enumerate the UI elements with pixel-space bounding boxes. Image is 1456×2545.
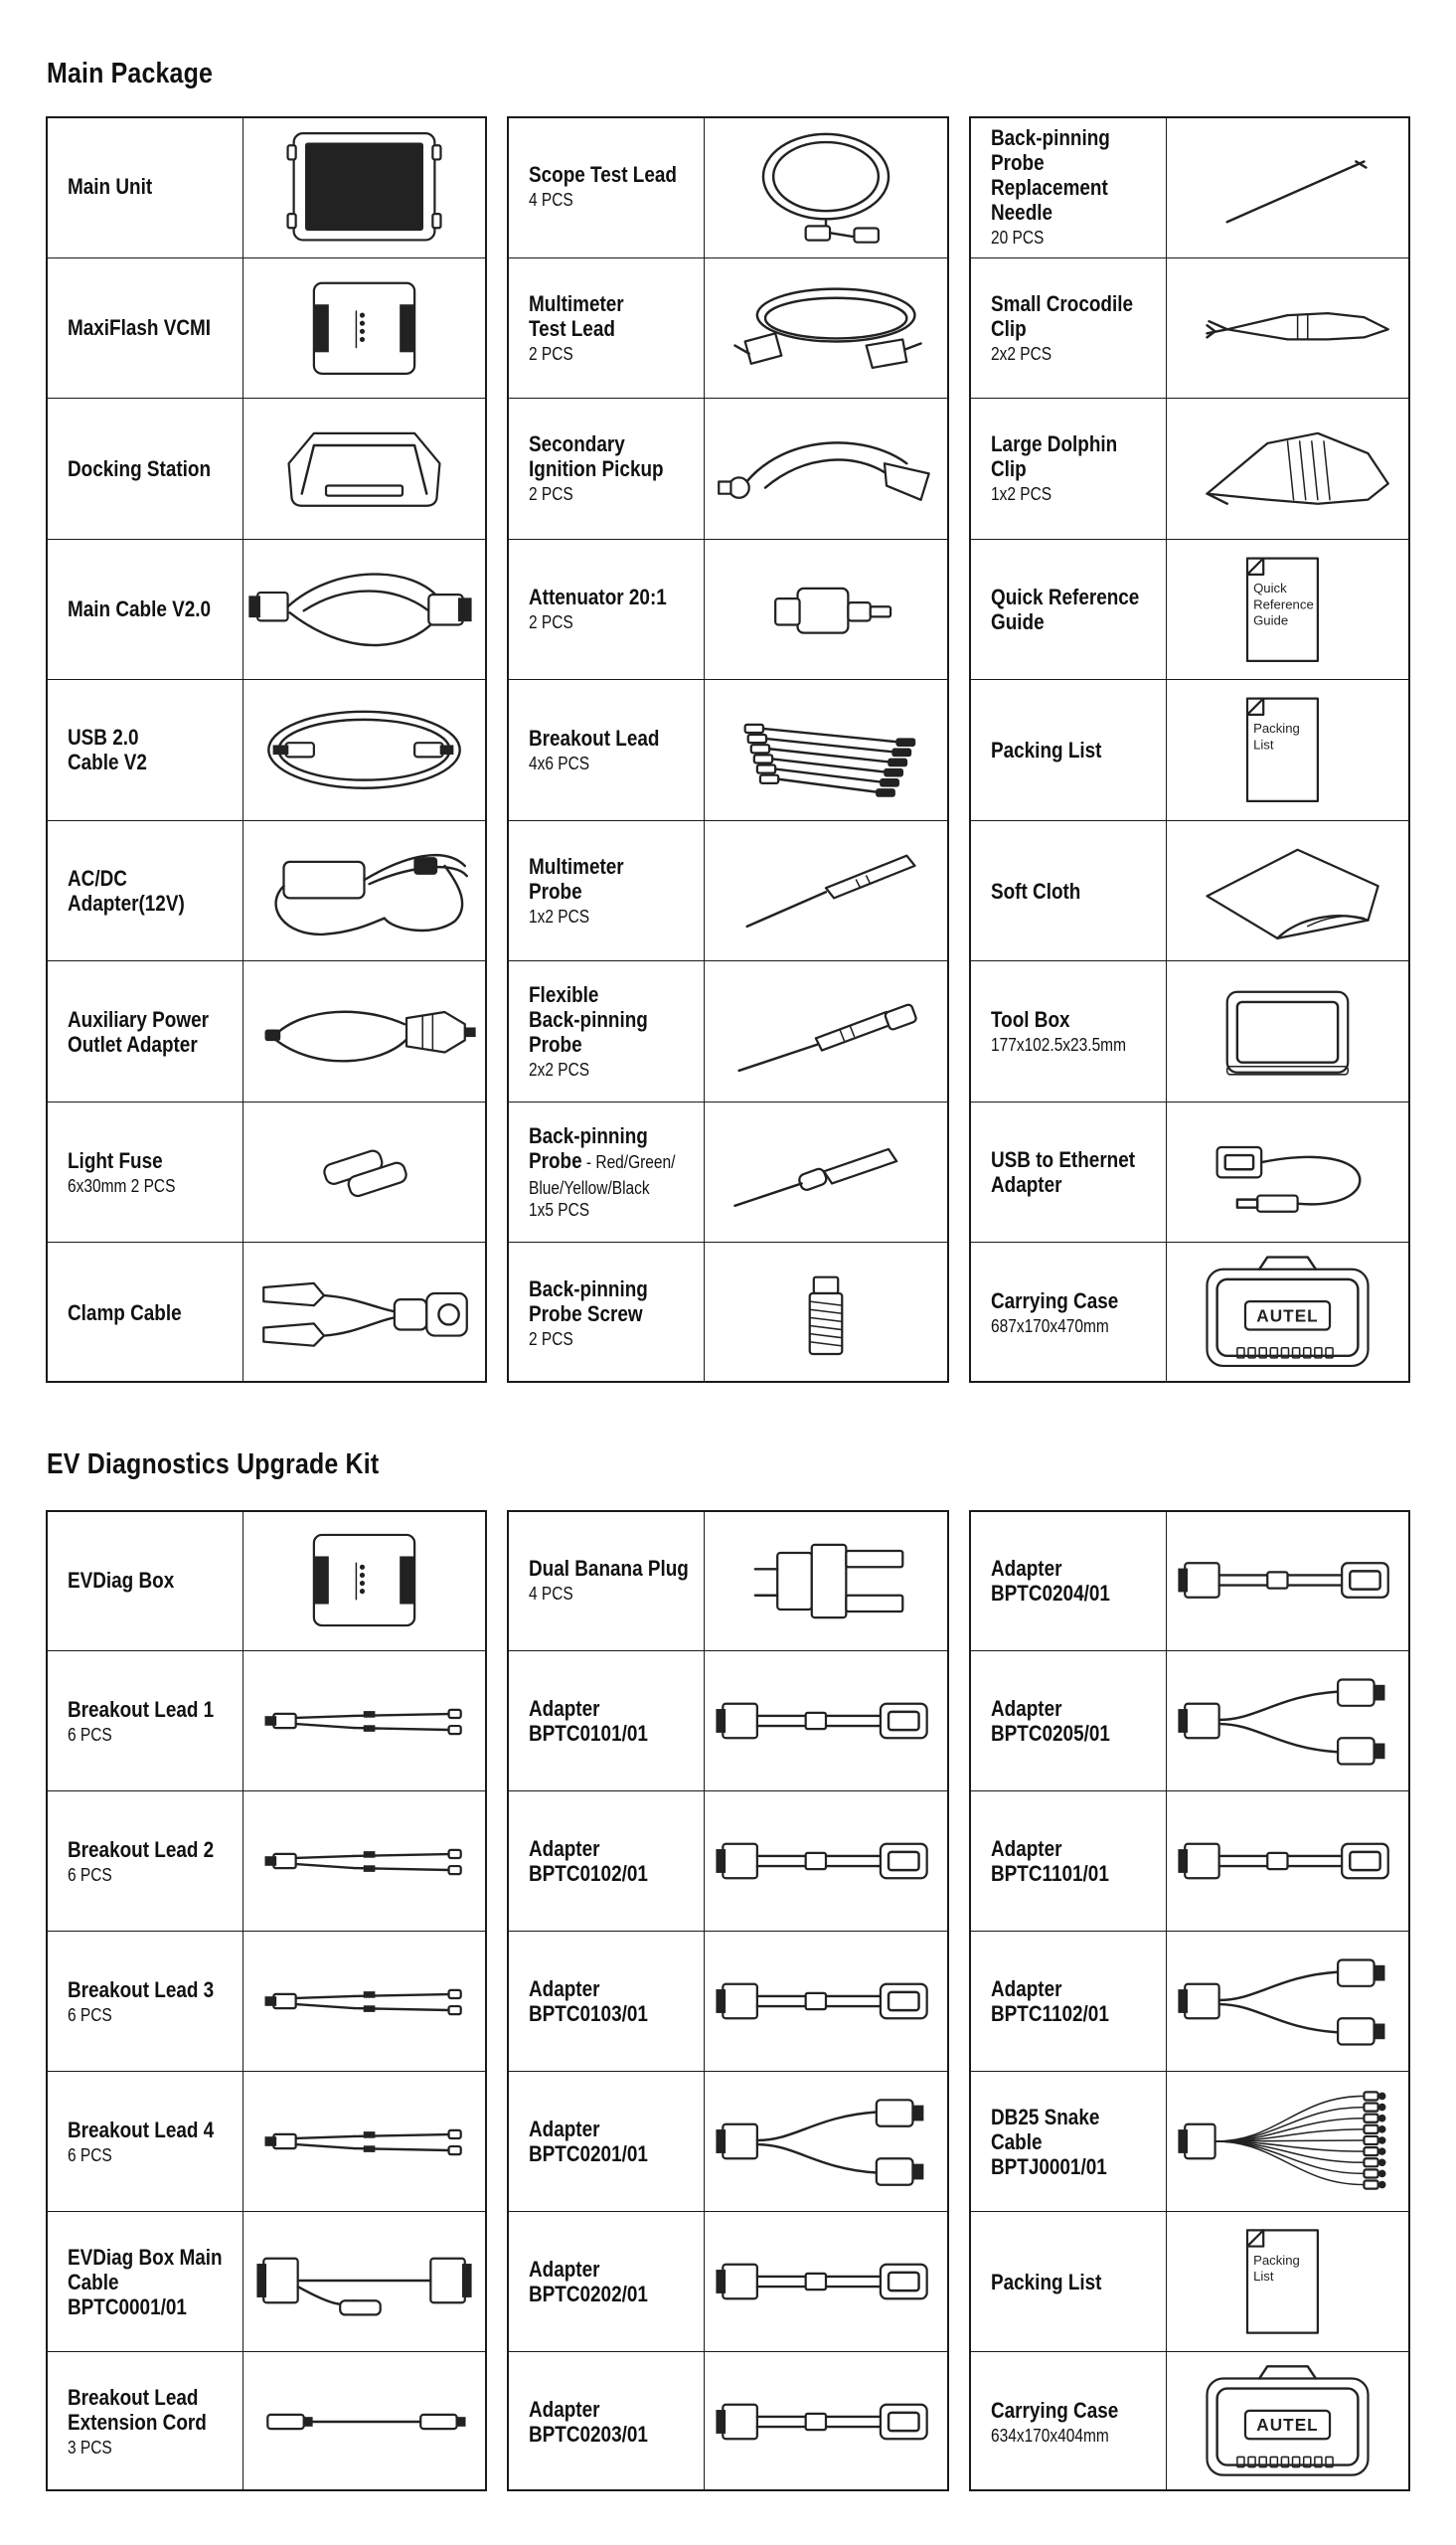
item-row-multimeter-test-lead: [509, 257, 947, 399]
item-label: [971, 399, 1167, 539]
item-quantity: 6 PCS: [68, 1864, 112, 1885]
item-name: Scope Test Lead: [529, 162, 677, 188]
svg-text:Packing: Packing: [1253, 2252, 1300, 2268]
item-label: [48, 1932, 243, 2071]
item-label: [971, 1510, 1167, 1650]
item-row-evdiag-box: [48, 1510, 485, 1650]
item-row-db25-snake-cable-bptj0001-01: [971, 2071, 1408, 2211]
svg-text:Packing: Packing: [1253, 721, 1300, 737]
item-quantity: 4 PCS: [529, 190, 573, 211]
item-label: [509, 258, 705, 399]
item-label: [48, 1791, 243, 1931]
item-name: Multimeter Test Lead: [529, 290, 624, 341]
item-label: [509, 399, 705, 539]
item-quantity: 1x2 PCS: [529, 907, 590, 928]
test-lead-icon: [705, 258, 947, 399]
item-quantity: 2 PCS: [529, 484, 573, 505]
item-row-main-cable-v2-0: [48, 539, 485, 680]
item-label: [971, 540, 1167, 680]
item-name: Small Crocodile Clip: [991, 290, 1134, 341]
adapter-cable-icon: [705, 1791, 947, 1931]
item-name: Attenuator 20:1: [529, 585, 667, 610]
item-quantity: 6 PCS: [68, 2004, 112, 2025]
carrying-case-icon: [1167, 1243, 1408, 1383]
item-name: Clamp Cable: [68, 1300, 182, 1326]
usb-cable-icon: [243, 680, 485, 820]
item-name: Tool Box: [991, 1007, 1070, 1033]
item-label: [971, 1243, 1167, 1383]
item-label: [48, 2352, 243, 2491]
item-label: [509, 2212, 705, 2351]
breakout-lead-icon: [243, 1791, 485, 1931]
item-row-packing-list: [971, 2211, 1408, 2351]
cigarette-plug-icon: [243, 961, 485, 1102]
item-label: [509, 680, 705, 820]
item-row-tool-box: [971, 960, 1408, 1102]
needle-icon: [1167, 116, 1408, 257]
item-row-carrying-case: [971, 1242, 1408, 1383]
main-cable-icon: [243, 540, 485, 680]
item-name: Adapter BPTC1101/01: [991, 1836, 1109, 1886]
item-label: [48, 1103, 243, 1243]
item-label: [48, 116, 243, 257]
item-quantity: 634x170x404mm: [991, 2425, 1109, 2446]
item-name: AC/DC Adapter(12V): [68, 866, 185, 917]
item-row-adapter-bptc0202-01: [509, 2211, 947, 2351]
item-name: Adapter BPTC0103/01: [529, 1976, 648, 2026]
tool-box-icon: [1167, 961, 1408, 1102]
item-quantity: 2 PCS: [529, 1328, 573, 1349]
item-name: USB 2.0 Cable V2: [68, 725, 147, 775]
ignition-pickup-icon: [705, 399, 947, 539]
item-name: Breakout Lead: [529, 725, 660, 751]
flexible-probe-icon: [705, 961, 947, 1102]
item-name: Adapter BPTC1102/01: [991, 1976, 1109, 2026]
fuse-icon: [243, 1103, 485, 1243]
item-label: [48, 680, 243, 820]
item-row-adapter-bptc0203-01: [509, 2351, 947, 2491]
item-quantity: 2 PCS: [529, 612, 573, 633]
carrying-case-icon: [1167, 2352, 1408, 2491]
item-name: Back-pinning Probe: [529, 1123, 648, 1174]
item-label: [48, 2212, 243, 2351]
item-name: Adapter BPTC0202/01: [529, 2257, 648, 2306]
item-row-adapter-bptc0201-01: [509, 2071, 947, 2211]
probe-icon: [705, 821, 947, 961]
breakout-lead-icon: [243, 2072, 485, 2211]
svg-text:Quick: Quick: [1253, 580, 1287, 595]
probe-screw-icon: [705, 1243, 947, 1383]
contents-table-main-package-column-3: [969, 116, 1410, 1383]
banana-plug-icon: [705, 1510, 947, 1650]
item-label: [509, 116, 705, 257]
scope-lead-icon: [705, 116, 947, 257]
item-quantity: 6 PCS: [68, 1724, 112, 1745]
item-label: [509, 1103, 705, 1243]
dolphin-clip-icon: [1167, 399, 1408, 539]
item-row-small-crocodile-clip: [971, 257, 1408, 399]
clamp-cable-icon: [243, 1243, 485, 1383]
adapter-cable-icon: [1167, 1791, 1408, 1931]
item-quantity: 20 PCS: [991, 227, 1045, 248]
item-row-adapter-bptc0101-01: [509, 1650, 947, 1790]
item-name: Back-pinning Probe Replacement Needle: [991, 124, 1110, 225]
item-row-back-pinning-probe: [509, 1102, 947, 1243]
item-name: Packing List: [991, 737, 1102, 763]
item-label: [48, 1243, 243, 1383]
item-row-light-fuse: [48, 1102, 485, 1243]
item-quantity: 2 PCS: [529, 343, 573, 364]
item-label: [509, 2072, 705, 2211]
item-row-usb-2-0-cable-v2: [48, 679, 485, 820]
item-label: [971, 1651, 1167, 1790]
item-name: Breakout Lead Extension Cord: [68, 2385, 207, 2435]
item-row-maxiflash-vcmi: [48, 257, 485, 399]
item-name: Secondary Ignition Pickup: [529, 431, 664, 482]
svg-text:List: List: [1253, 737, 1274, 753]
item-name: Large Dolphin Clip: [991, 431, 1118, 482]
item-name: Main Unit: [68, 174, 153, 200]
crocodile-clip-icon: [1167, 258, 1408, 399]
item-quantity: 177x102.5x23.5mm: [991, 1035, 1126, 1056]
item-row-flexible-back-pinning-probe: [509, 960, 947, 1102]
item-label: [971, 821, 1167, 961]
item-row-dual-banana-plug: [509, 1510, 947, 1650]
item-row-breakout-lead-3: [48, 1931, 485, 2071]
item-row-auxiliary-power-outlet-adapter: [48, 960, 485, 1102]
item-name: Adapter BPTC0201/01: [529, 2117, 648, 2166]
item-label: [509, 1651, 705, 1790]
item-name: Main Cable V2.0: [68, 596, 212, 622]
svg-text:List: List: [1253, 2268, 1274, 2284]
item-name: Carrying Case: [991, 1288, 1119, 1314]
item-quantity: 3 PCS: [68, 2438, 112, 2458]
item-row-breakout-lead-1: [48, 1650, 485, 1790]
item-row-evdiag-box-main-cable-bptc0001-01: [48, 2211, 485, 2351]
tablet-icon: [243, 116, 485, 257]
item-row-packing-list: [971, 679, 1408, 820]
item-name: DB25 Snake Cable BPTJ0001/01: [991, 2104, 1107, 2179]
item-label: [509, 540, 705, 680]
item-name: Adapter BPTC0204/01: [991, 1555, 1110, 1606]
adapter-cable-icon: [705, 2352, 947, 2491]
item-row-main-unit: [48, 116, 485, 257]
evdiag-box-icon: [243, 1510, 485, 1650]
item-quantity: 6 PCS: [68, 2144, 112, 2165]
item-name: Auxiliary Power Outlet Adapter: [68, 1006, 209, 1057]
item-label: [48, 540, 243, 680]
item-label: [971, 2352, 1167, 2491]
attenuator-icon: [705, 540, 947, 680]
document-icon: [1167, 680, 1408, 820]
item-name-suffix: - Red/Green/: [581, 1152, 676, 1173]
item-name: Breakout Lead 2: [68, 1836, 215, 1862]
item-quantity: 4 PCS: [529, 1584, 573, 1604]
item-label: [971, 116, 1167, 257]
adapter-cable-icon: [705, 2212, 947, 2351]
item-name: Multimeter Probe: [529, 854, 624, 905]
item-row-adapter-bptc0204-01: [971, 1510, 1408, 1650]
item-row-attenuator-20-1: [509, 539, 947, 680]
split-adapter-icon: [1167, 1932, 1408, 2071]
document-icon: [1167, 2212, 1408, 2351]
item-quantity: 2x2 PCS: [991, 343, 1052, 364]
item-label: [509, 1510, 705, 1650]
item-label: [48, 821, 243, 961]
item-label: [509, 961, 705, 1102]
snake-cable-icon: [1167, 2072, 1408, 2211]
svg-text:Guide: Guide: [1253, 612, 1289, 628]
item-row-adapter-bptc0205-01: [971, 1650, 1408, 1790]
item-label: [971, 680, 1167, 820]
item-quantity: 4x6 PCS: [529, 753, 590, 773]
contents-table-ev-diagnostics-upgrade-kit-column-3: [969, 1510, 1410, 2491]
contents-table-ev-diagnostics-upgrade-kit-column-1: [46, 1510, 487, 2491]
item-row-scope-test-lead: [509, 116, 947, 257]
split-adapter-icon: [705, 2072, 947, 2211]
item-label: [971, 258, 1167, 399]
item-row-adapter-bptc0102-01: [509, 1790, 947, 1931]
section-title-main-package: Main Package: [47, 58, 214, 89]
breakout-lead-icon: [243, 1932, 485, 2071]
item-label: [509, 1791, 705, 1931]
item-label: [509, 2352, 705, 2491]
docking-station-icon: [243, 399, 485, 539]
item-name: Adapter BPTC0205/01: [991, 1696, 1110, 1746]
item-name: Quick Reference Guide: [991, 584, 1140, 634]
item-row-docking-station: [48, 398, 485, 539]
extension-cord-icon: [243, 2352, 485, 2491]
item-row-clamp-cable: [48, 1242, 485, 1383]
item-row-quick-reference-guide: [971, 539, 1408, 680]
item-name: Breakout Lead 1: [68, 1696, 215, 1722]
item-name: Back-pinning Probe Screw: [529, 1275, 648, 1326]
item-label: [509, 1243, 705, 1383]
item-label: [971, 1791, 1167, 1931]
item-row-soft-cloth: [971, 820, 1408, 961]
item-name: Soft Cloth: [991, 878, 1081, 904]
item-name: Packing List: [991, 2269, 1102, 2294]
item-name: USB to Ethernet Adapter: [991, 1147, 1136, 1198]
item-label: [48, 1651, 243, 1790]
item-label: [971, 961, 1167, 1102]
item-row-back-pinning-probe-screw: [509, 1242, 947, 1383]
usb-ethernet-icon: [1167, 1103, 1408, 1243]
item-name: Adapter BPTC0101/01: [529, 1696, 648, 1746]
item-name: EVDiag Box Main Cable BPTC0001/01: [68, 2244, 223, 2319]
item-label: [509, 1932, 705, 2071]
item-row-adapter-bptc1101-01: [971, 1790, 1408, 1931]
item-name: Adapter BPTC0102/01: [529, 1836, 648, 1886]
power-adapter-icon: [243, 821, 485, 961]
item-label: [971, 1103, 1167, 1243]
item-name: Light Fuse: [68, 1147, 163, 1173]
item-label: [48, 2072, 243, 2211]
item-row-secondary-ignition-pickup: [509, 398, 947, 539]
db-cable-icon: [243, 2212, 485, 2351]
item-label: [48, 399, 243, 539]
svg-text:AUTEL: AUTEL: [1256, 2415, 1319, 2436]
svg-text:AUTEL: AUTEL: [1256, 1305, 1319, 1326]
item-row-ac-dc-adapter-12v: [48, 820, 485, 961]
item-name: Carrying Case: [991, 2397, 1119, 2423]
item-row-breakout-lead-4: [48, 2071, 485, 2211]
item-quantity: 687x170x470mm: [991, 1316, 1109, 1337]
document-icon: [1167, 540, 1408, 680]
section-title-ev-diagnostics-upgrade-kit: EV Diagnostics Upgrade Kit: [47, 1448, 380, 1480]
item-label: [48, 961, 243, 1102]
item-row-back-pinning-probe-replacement-needle: [971, 116, 1408, 257]
item-name: Docking Station: [68, 455, 212, 481]
item-row-breakout-lead-extension-cord: [48, 2351, 485, 2491]
item-label: [971, 2072, 1167, 2211]
item-label: [971, 2212, 1167, 2351]
item-label: [48, 1510, 243, 1650]
item-name: Flexible Back-pinning Probe: [529, 982, 648, 1058]
item-name: Breakout Lead 4: [68, 2117, 215, 2142]
vci-box-icon: [243, 258, 485, 399]
backpin-probe-icon: [705, 1103, 947, 1243]
item-row-usb-to-ethernet-adapter: [971, 1102, 1408, 1243]
cloth-icon: [1167, 821, 1408, 961]
adapter-cable-icon: [705, 1651, 947, 1790]
item-row-adapter-bptc1102-01: [971, 1931, 1408, 2071]
contents-table-main-package-column-1: [46, 116, 487, 1383]
item-quantity: Blue/Yellow/Black 1x5 PCS: [529, 1178, 650, 1221]
breakout-leads-icon: [705, 680, 947, 820]
item-row-multimeter-probe: [509, 820, 947, 961]
item-name: EVDiag Box: [68, 1568, 175, 1593]
item-row-breakout-lead-2: [48, 1790, 485, 1931]
contents-table-main-package-column-2: [507, 116, 949, 1383]
item-quantity: 6x30mm 2 PCS: [68, 1175, 176, 1196]
item-label: [509, 821, 705, 961]
item-quantity: 1x2 PCS: [991, 484, 1052, 505]
item-name: MaxiFlash VCMI: [68, 315, 212, 341]
split-adapter-icon: [1167, 1651, 1408, 1790]
item-name: Adapter BPTC0203/01: [529, 2397, 648, 2447]
svg-text:Reference: Reference: [1253, 595, 1314, 611]
item-row-breakout-lead: [509, 679, 947, 820]
item-label: [48, 258, 243, 399]
item-quantity: 2x2 PCS: [529, 1060, 590, 1081]
item-name: Dual Banana Plug: [529, 1556, 689, 1581]
adapter-cable-icon: [1167, 1510, 1408, 1650]
contents-table-ev-diagnostics-upgrade-kit-column-2: [507, 1510, 949, 2491]
item-label: [971, 1932, 1167, 2071]
item-row-large-dolphin-clip: [971, 398, 1408, 539]
breakout-lead-icon: [243, 1651, 485, 1790]
adapter-cable-icon: [705, 1932, 947, 2071]
item-row-adapter-bptc0103-01: [509, 1931, 947, 2071]
item-row-carrying-case: [971, 2351, 1408, 2491]
item-name: Breakout Lead 3: [68, 1976, 215, 2002]
